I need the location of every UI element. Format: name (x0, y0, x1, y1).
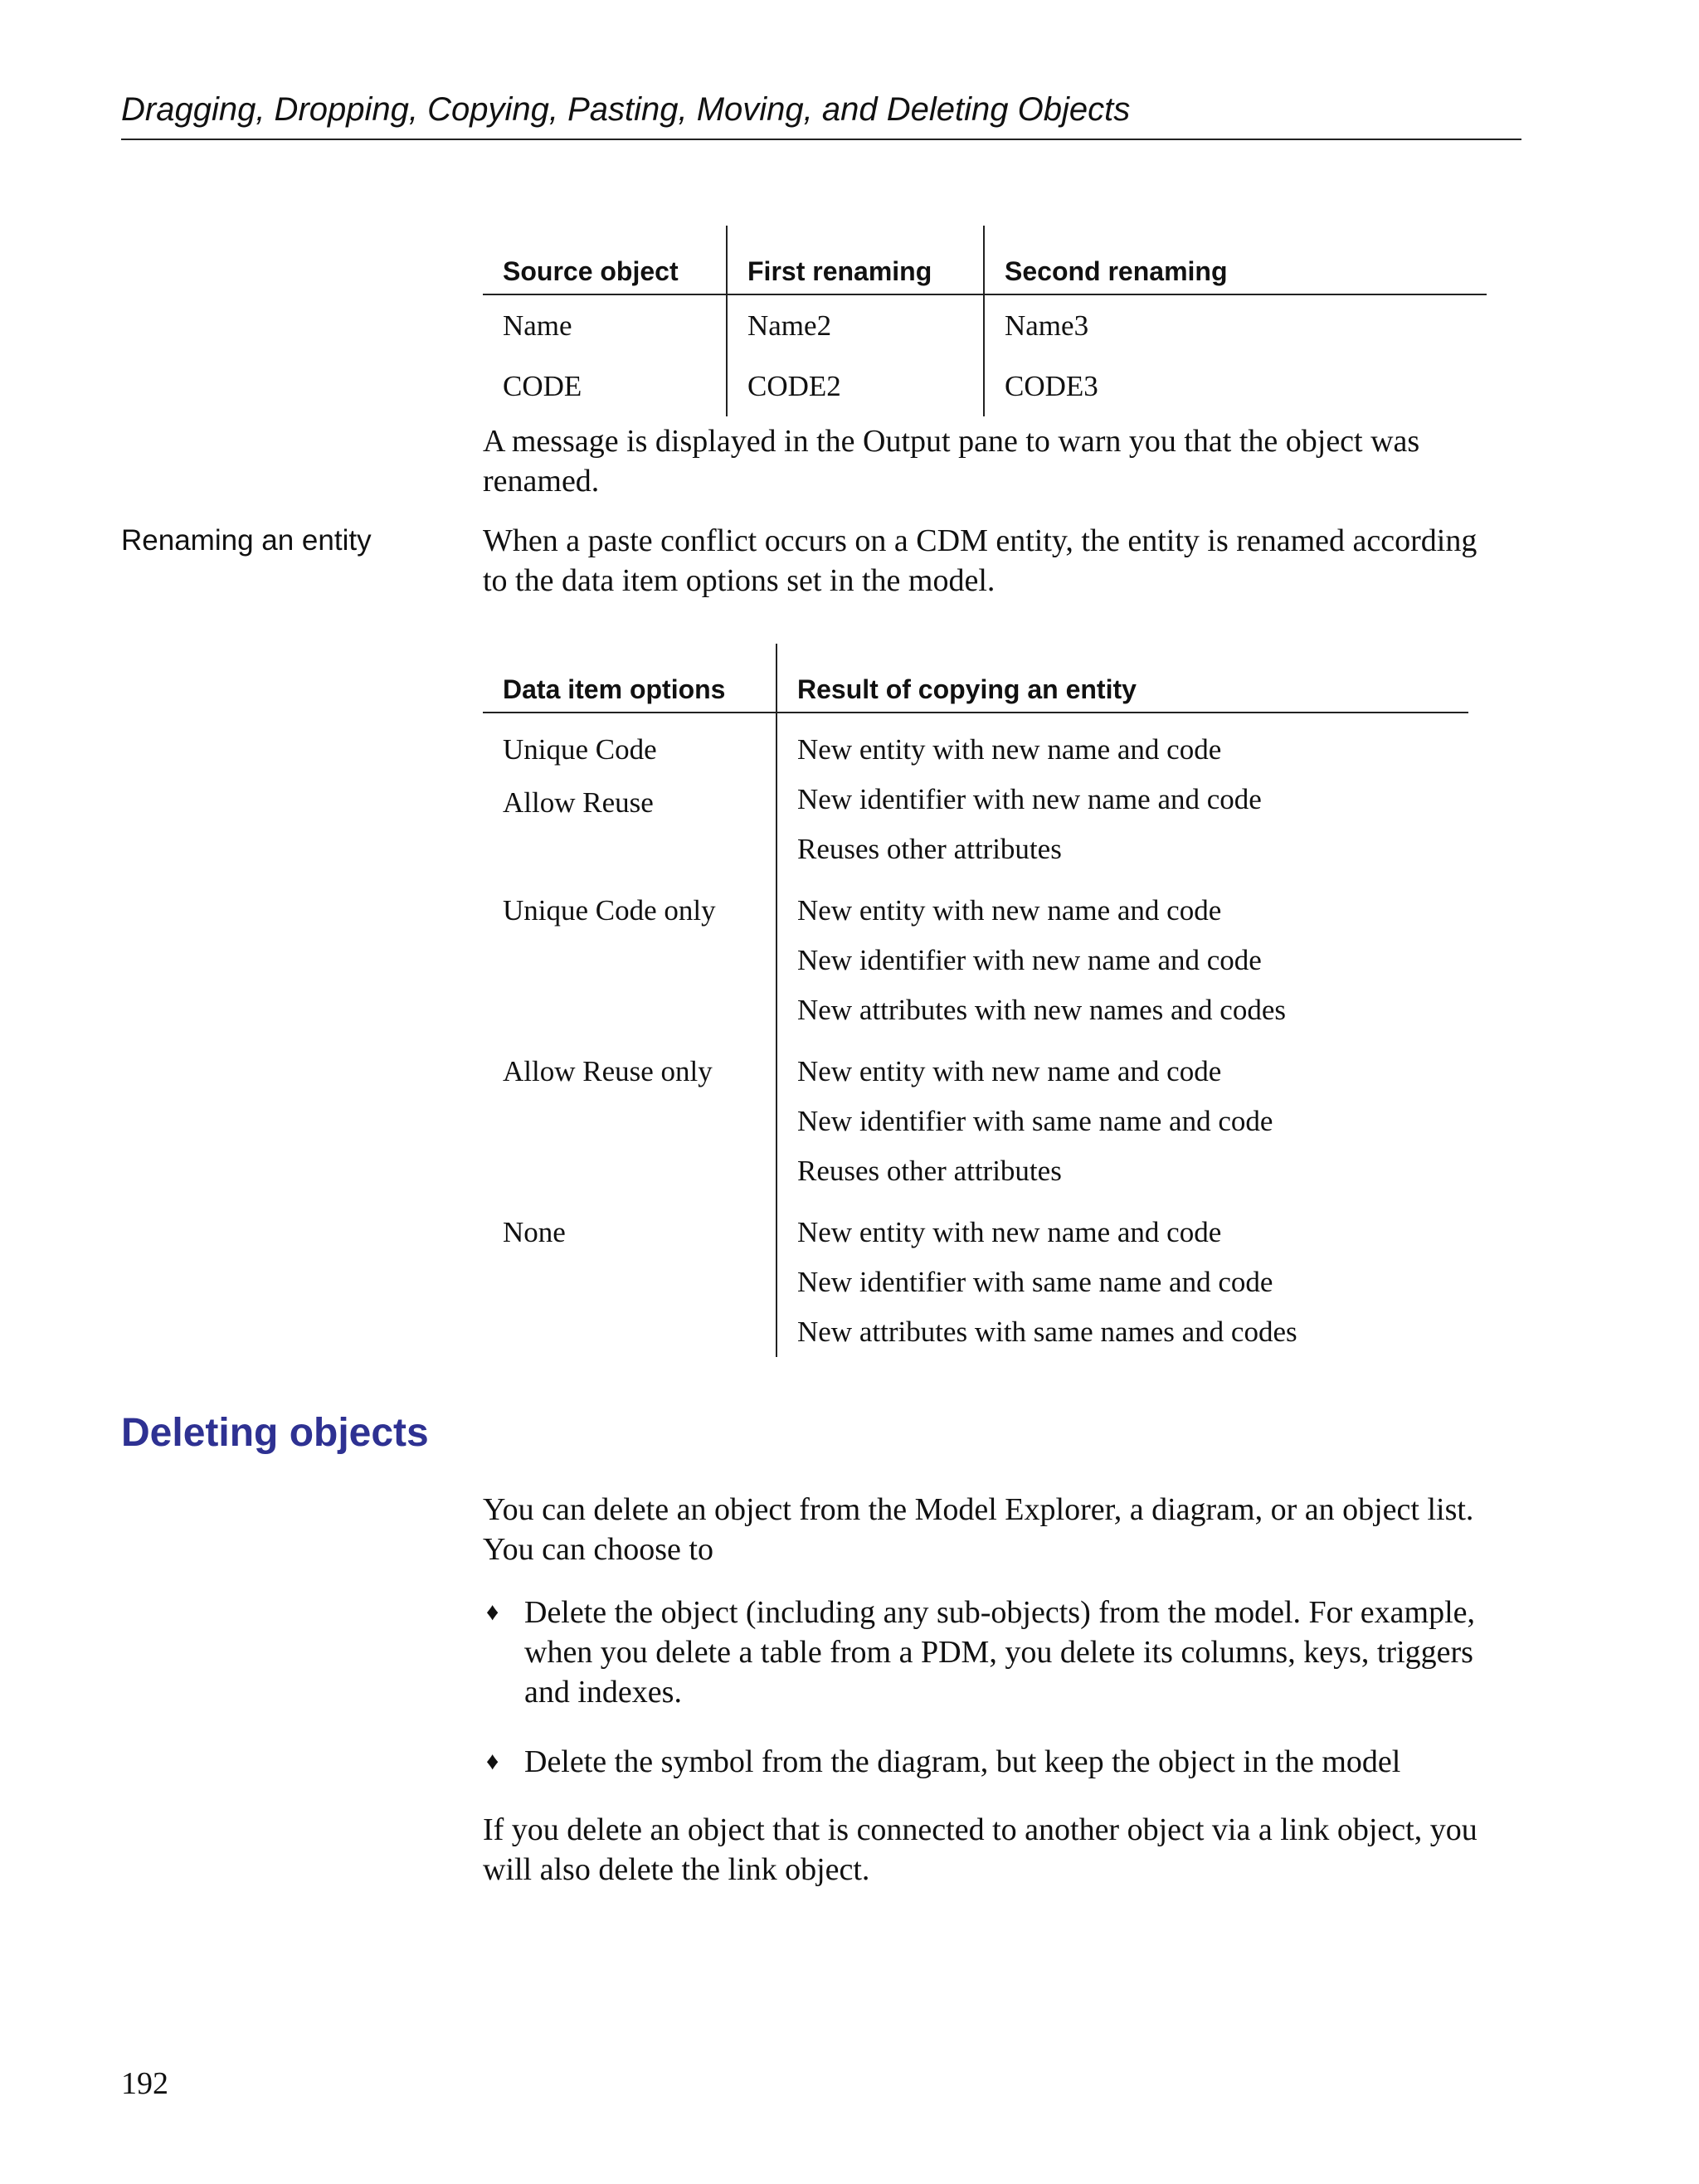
options-cell (483, 1196, 776, 1357)
diamond-bullet-icon: ♦ (486, 1598, 499, 1626)
result-line: New entity with new name and code (797, 733, 1222, 766)
table-row (483, 294, 1487, 356)
entity-options-table (483, 644, 1468, 1357)
deleting-intro-paragraph: You can delete an object from the Model Explorer, a diagram, or an object list. You can choose to (483, 1492, 1474, 1567)
results-cell (776, 1035, 1468, 1196)
renaming-entity-paragraph: When a paste conflict occurs on a CDM entity, the entity is renamed according to the data item options set in the model. (483, 523, 1477, 598)
side-heading-renaming-entity: Renaming an entity (121, 524, 372, 557)
result-line: New attributes with new names and codes (797, 994, 1287, 1026)
table-cell: Name2 (727, 294, 984, 356)
result-line: New attributes with same names and codes (797, 1316, 1297, 1348)
result-line: New entity with new name and code (797, 1216, 1222, 1248)
options-cell (483, 874, 776, 1035)
output-message-paragraph: A message is displayed in the Output pane to warn you that the object was renamed. (483, 424, 1420, 499)
table-cell: Name3 (1005, 309, 1089, 342)
bullet-text: Delete the symbol from the diagram, but keep the object in the model (524, 1744, 1401, 1779)
table-cell: CODE2 (727, 356, 984, 416)
column-header: Second renaming (984, 226, 1487, 294)
column-header: Result of copying an entity (776, 644, 1468, 713)
result-line: New identifier with same name and code (797, 1105, 1273, 1137)
result-line: New identifier with new name and code (797, 783, 1262, 815)
table-row (483, 874, 1468, 1035)
options-cell (483, 1035, 776, 1196)
result-line: New identifier with same name and code (797, 1266, 1273, 1298)
column-header: First renaming (727, 226, 984, 294)
result-line: New entity with new name and code (797, 1055, 1222, 1087)
options-cell (483, 713, 776, 874)
bullet-text: Delete the object (including any sub-objects) from the model. For example, when you delete a table from a PDM, you delete its columns, keys, triggers and indexes. (524, 1595, 1475, 1710)
running-header: Dragging, Dropping, Copying, Pasting, Moving, and Deleting Objects (121, 91, 1521, 140)
table-header-row (483, 226, 1487, 294)
result-line: New entity with new name and code (797, 894, 1222, 927)
results-cell (776, 1196, 1468, 1357)
column-header: Source object (483, 226, 727, 294)
option-line: Unique Code (503, 733, 657, 766)
table-row (483, 713, 1468, 874)
table-row (483, 1196, 1468, 1357)
column-header: Data item options (483, 644, 776, 713)
option-line: None (503, 1216, 566, 1248)
table-row (483, 356, 1487, 416)
results-cell (776, 713, 1468, 874)
deleting-closing-paragraph: If you delete an object that is connected to another object via a link object, you will also delete the link object. (483, 1812, 1477, 1887)
result-line: Reuses other attributes (797, 833, 1062, 865)
section-title-deleting-objects: Deleting objects (121, 1411, 429, 1455)
table-header-row (483, 644, 1468, 713)
option-line: Unique Code only (503, 894, 716, 927)
diamond-bullet-icon: ♦ (486, 1748, 499, 1775)
bullet-item (483, 1742, 1495, 1782)
result-line: New identifier with new name and code (797, 944, 1262, 976)
result-line: Reuses other attributes (797, 1155, 1062, 1187)
option-line: Allow Reuse only (503, 1055, 713, 1087)
results-cell (776, 874, 1468, 1035)
bullet-item (483, 1593, 1495, 1712)
table-cell: CODE (483, 356, 727, 416)
page-number: 192 (121, 2066, 168, 2101)
table-cell: CODE3 (1005, 370, 1098, 402)
table-cell: Name (483, 294, 727, 356)
table-row (483, 1035, 1468, 1196)
option-line: Allow Reuse (503, 786, 654, 819)
rename-table (483, 226, 1487, 416)
